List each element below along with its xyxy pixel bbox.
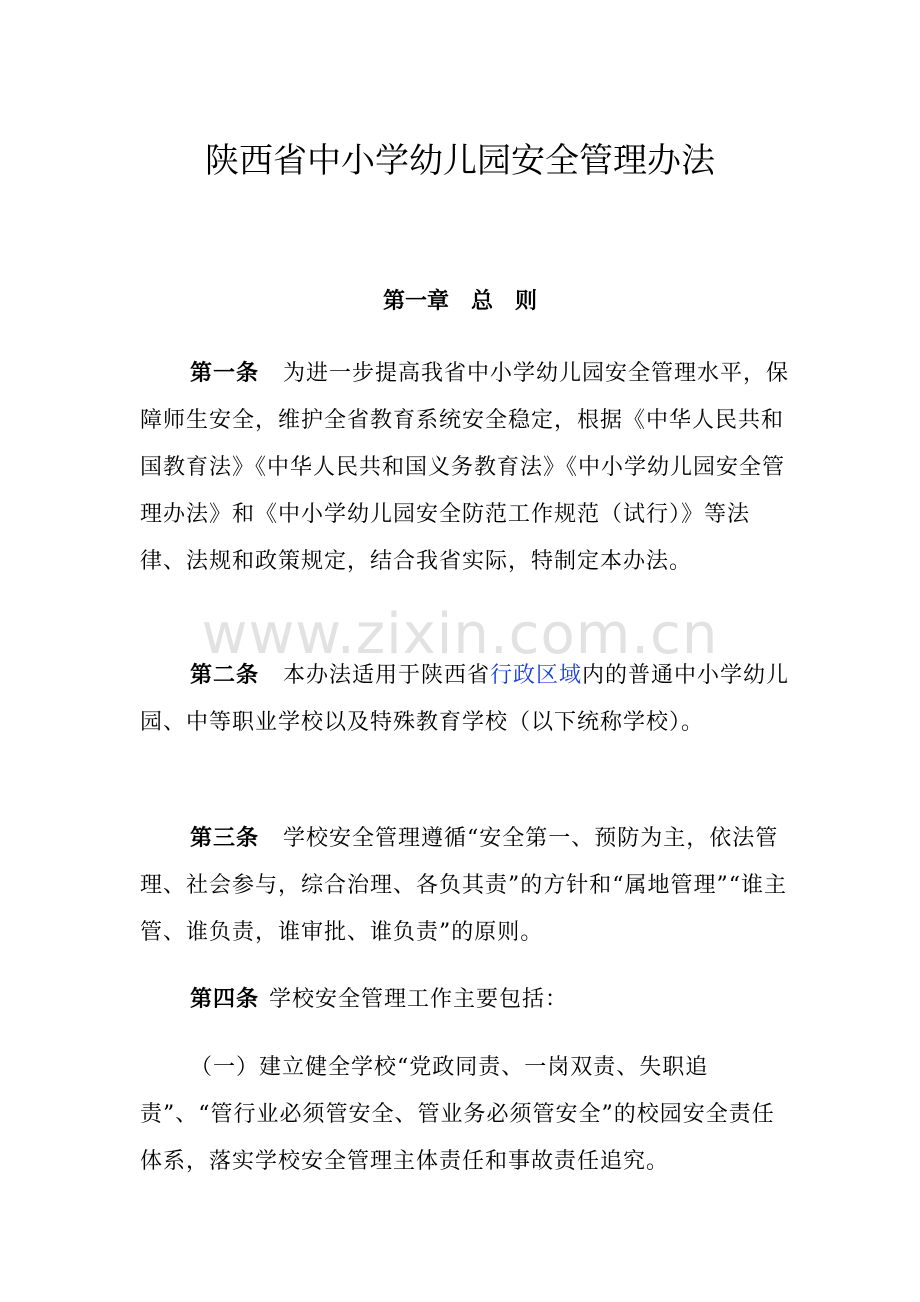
article-1 xyxy=(140,350,790,585)
article-4-label: 第四条 xyxy=(190,987,260,1012)
article-4 xyxy=(140,976,790,1023)
article-1-label: 第一条 xyxy=(190,361,260,386)
article-2 xyxy=(140,652,790,746)
administrative-region-link[interactable]: 行政区域 xyxy=(490,663,583,688)
article-2-label: 第二条 xyxy=(190,663,260,688)
article-3-text: 学校安全管理遵循“安全第一、预防为主，依法管理、社会参与，综合治理、各负其责”的方针和“属地管理”“谁主管、谁负责，谁审批、谁负责”的原则。 xyxy=(140,826,787,945)
watermark: www.zixin.com.cn xyxy=(201,602,719,667)
article-4-item-1-text: （一）建立健全学校“党政同责、一岗双责、失职追责”、“管行业必须管安全、管业务必须管安全”的校园安全责任体系，落实学校安全管理主体责任和事故责任追究。 xyxy=(140,1055,775,1174)
article-2-text-before: 本办法适用于陕西省 xyxy=(283,663,491,688)
article-4-item-1 xyxy=(140,1044,790,1185)
chapter-heading: 第一章 总 则 xyxy=(382,289,537,314)
article-4-text: 学校安全管理工作主要包括： xyxy=(269,987,569,1012)
article-3-label: 第三条 xyxy=(190,826,260,851)
article-2-text-after: 内的普通中小学幼儿园、中等职业学校以及特殊教育学校（以下统称学校）。 xyxy=(140,663,790,735)
article-1-text: 为进一步提高我省中小学幼儿园安全管理水平，保障师生安全，维护全省教育系统安全稳定，根据《中华人民共和国教育法》《中华人民共和国义务教育法》《中小学幼儿园安全管理办法》和《中小学幼儿园安全防范工作规范（试行）》等法律、法规和政策规定，结合我省实际，特制定本办法。 xyxy=(140,361,790,574)
article-3 xyxy=(140,815,790,956)
document-title: 陕西省中小学幼儿园安全管理办法 xyxy=(205,141,715,181)
